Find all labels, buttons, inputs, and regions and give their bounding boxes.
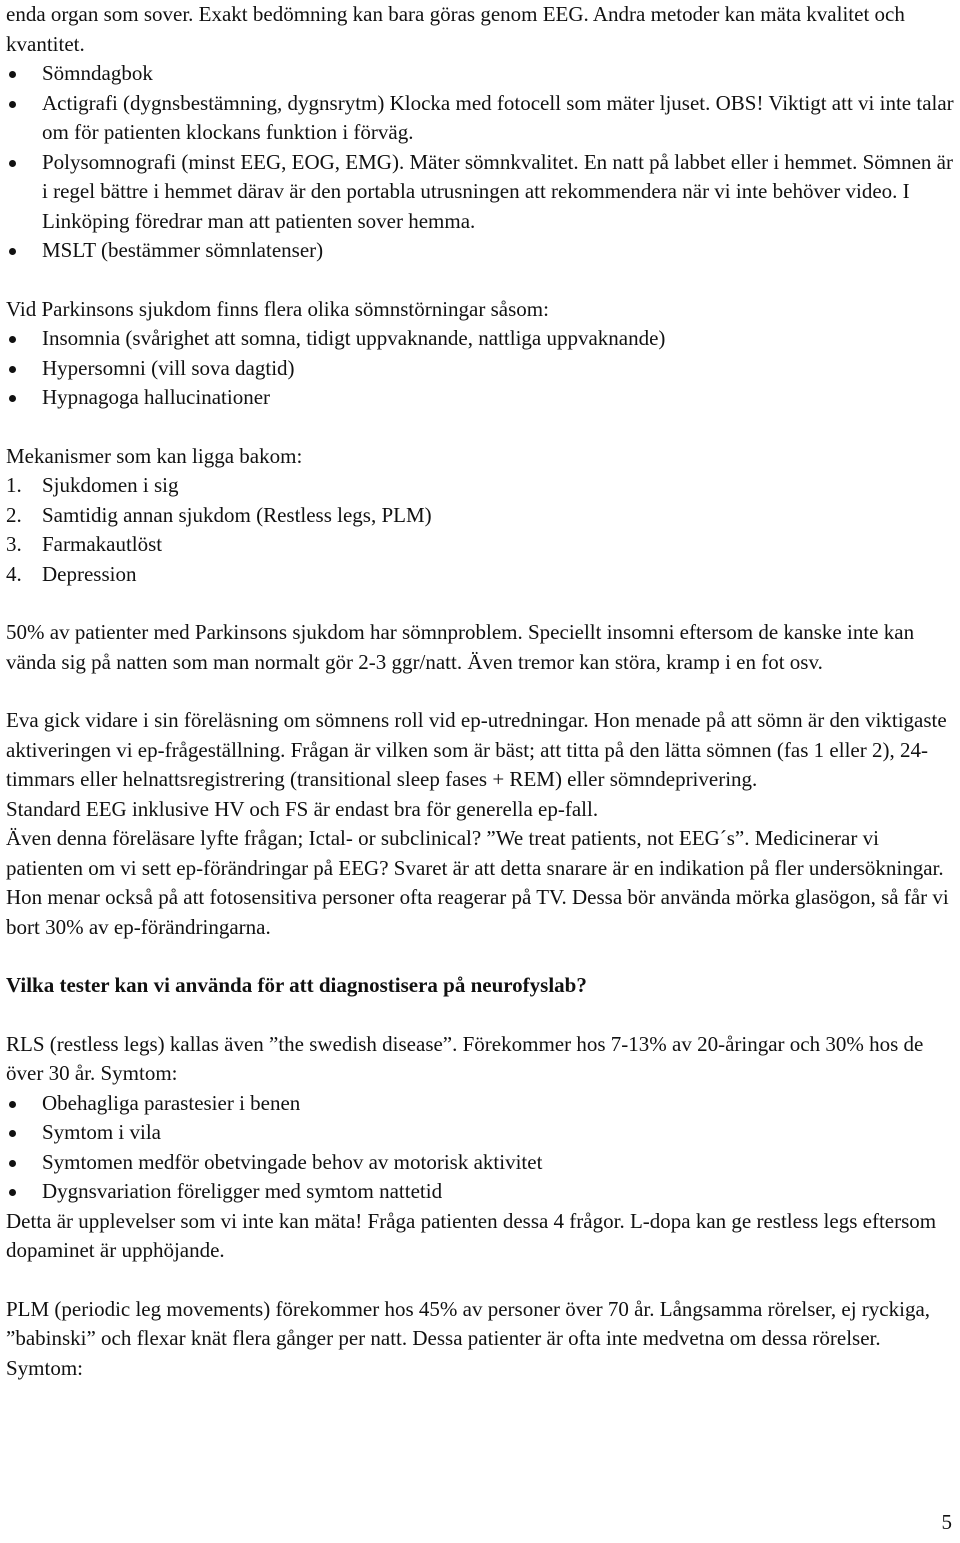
list-item: Insomnia (svårighet att somna, tidigt uppvaknande, nattliga uppvaknande) [6,324,956,354]
eva-paragraph: Eva gick vidare i sin föreläsning om sömnens roll vid ep-utredningar. Hon menade på att sömn är den viktigaste aktiveringen vi ep-frågeställning. Frågan är vilken som är bäst; att titta på den lätta sömnen (fas 1 eller 2), 24-timmars eller helnattsregistrering (transitional sleep fases + REM) eller sömndeprivering. [6,708,947,791]
spacer [6,942,956,971]
methods-list [6,59,956,266]
spacer [6,1001,956,1030]
list-number: 1. [6,473,22,497]
spacer [6,266,956,295]
ictal-paragraph: Även denna föreläsare lyfte frågan; Ictal- or subclinical? ”We treat patients, not EEG´s”. Medicinerar vi patienten om vi sett ep-förändringar på EEG? Svaret är att detta snarare är en indikation på fler undersökningar. Hon menar också på att fotosensitiva personer ofta reagerar på TV. Dessa bör använda mörka glasögon, så får vi bort 30% av ep-förändringarna. [6,826,949,939]
parkinson-disorders-list [6,324,956,413]
list-item: Sömndagbok [6,59,956,89]
list-item [6,530,956,560]
spacer [6,413,956,442]
list-item: MSLT (bestämmer sömnlatenser) [6,236,956,266]
spacer [6,589,956,618]
list-item: Actigrafi (dygnsbestämning, dygnsrytm) Klocka med fotocell som mäter ljuset. OBS! Viktigt att vi inte talar om för patienten klockans funktion i förväg. [6,89,956,148]
list-item: Polysomnografi (minst EEG, EOG, EMG). Mäter sömnkvalitet. En natt på labbet eller i hemmet. Sömnen är i regel bättre i hemmet därav är den portabla utrusningen att rekommendera när vi inte behöver video. I Linköping föredrar man att patienten sover hemma. [6,148,956,237]
mechanisms-intro: Mekanismer som kan ligga bakom: [6,443,303,468]
list-item: Symtom i vila [6,1118,956,1148]
sleep-problems-paragraph: 50% av patienter med Parkinsons sjukdom har sömnproblem. Speciellt insomni eftersom de kanske inte kan vända sig på natten som man normalt gör 2-3 ggr/natt. Även tremor kan störa, kramp i en fot osv. [6,620,915,674]
mechanisms-list [6,471,956,589]
document-page [6,0,956,1383]
section-heading: Vilka tester kan vi använda för att diagnostisera på neurofyslab? [6,973,587,997]
list-text: Sjukdomen i sig [42,473,179,497]
list-item [6,471,956,501]
page-number: 5 [941,1510,952,1534]
list-item: Hypersomni (vill sova dagtid) [6,354,956,384]
list-text: Samtidig annan sjukdom (Restless legs, PLM) [42,502,432,527]
list-item [6,501,956,531]
list-item: Hypnagoga hallucinationer [6,383,956,413]
list-text: Farmakautlöst [42,532,163,556]
list-item [6,560,956,590]
list-item: Obehagliga parastesier i benen [6,1089,956,1119]
parkinson-intro: Vid Parkinsons sjukdom finns flera olika sömnstörningar såsom: [6,296,549,321]
rls-intro-paragraph: RLS (restless legs) kallas även ”the swedish disease”. Förekommer hos 7-13% av 20-åringar och 30% hos de över 30 år. Symtom: [6,1031,924,1085]
list-item: Dygnsvariation föreligger med symtom nattetid [6,1177,956,1207]
list-item: Symtomen medför obetvingade behov av motorisk aktivitet [6,1148,956,1178]
rls-symptoms-list [6,1089,956,1207]
plm-paragraph: PLM (periodic leg movements) förekommer hos 45% av personer över 70 år. Långsamma rörelser, ej ryckiga, ”babinski” och flexar knät flera gånger per natt. Dessa patienter är ofta inte medvetna om dessa rörelser. Symtom: [6,1296,931,1380]
intro-paragraph: enda organ som sover. Exakt bedömning kan bara göras genom EEG. Andra metoder kan mäta kvalitet och kvantitet. [6,2,905,56]
rls-followup-paragraph: Detta är upplevelser som vi inte kan mäta! Fråga patienten dessa 4 frågor. L-dopa kan ge restless legs eftersom dopaminet är upphöjande. [6,1208,937,1262]
list-number: 3. [6,532,22,556]
list-number: 2. [6,502,22,527]
list-text: Depression [42,561,137,586]
standard-eeg-paragraph: Standard EEG inklusive HV och FS är endast bra för generella ep-fall. [6,796,599,821]
spacer [6,1266,956,1295]
spacer [6,677,956,706]
list-number: 4. [6,561,22,586]
